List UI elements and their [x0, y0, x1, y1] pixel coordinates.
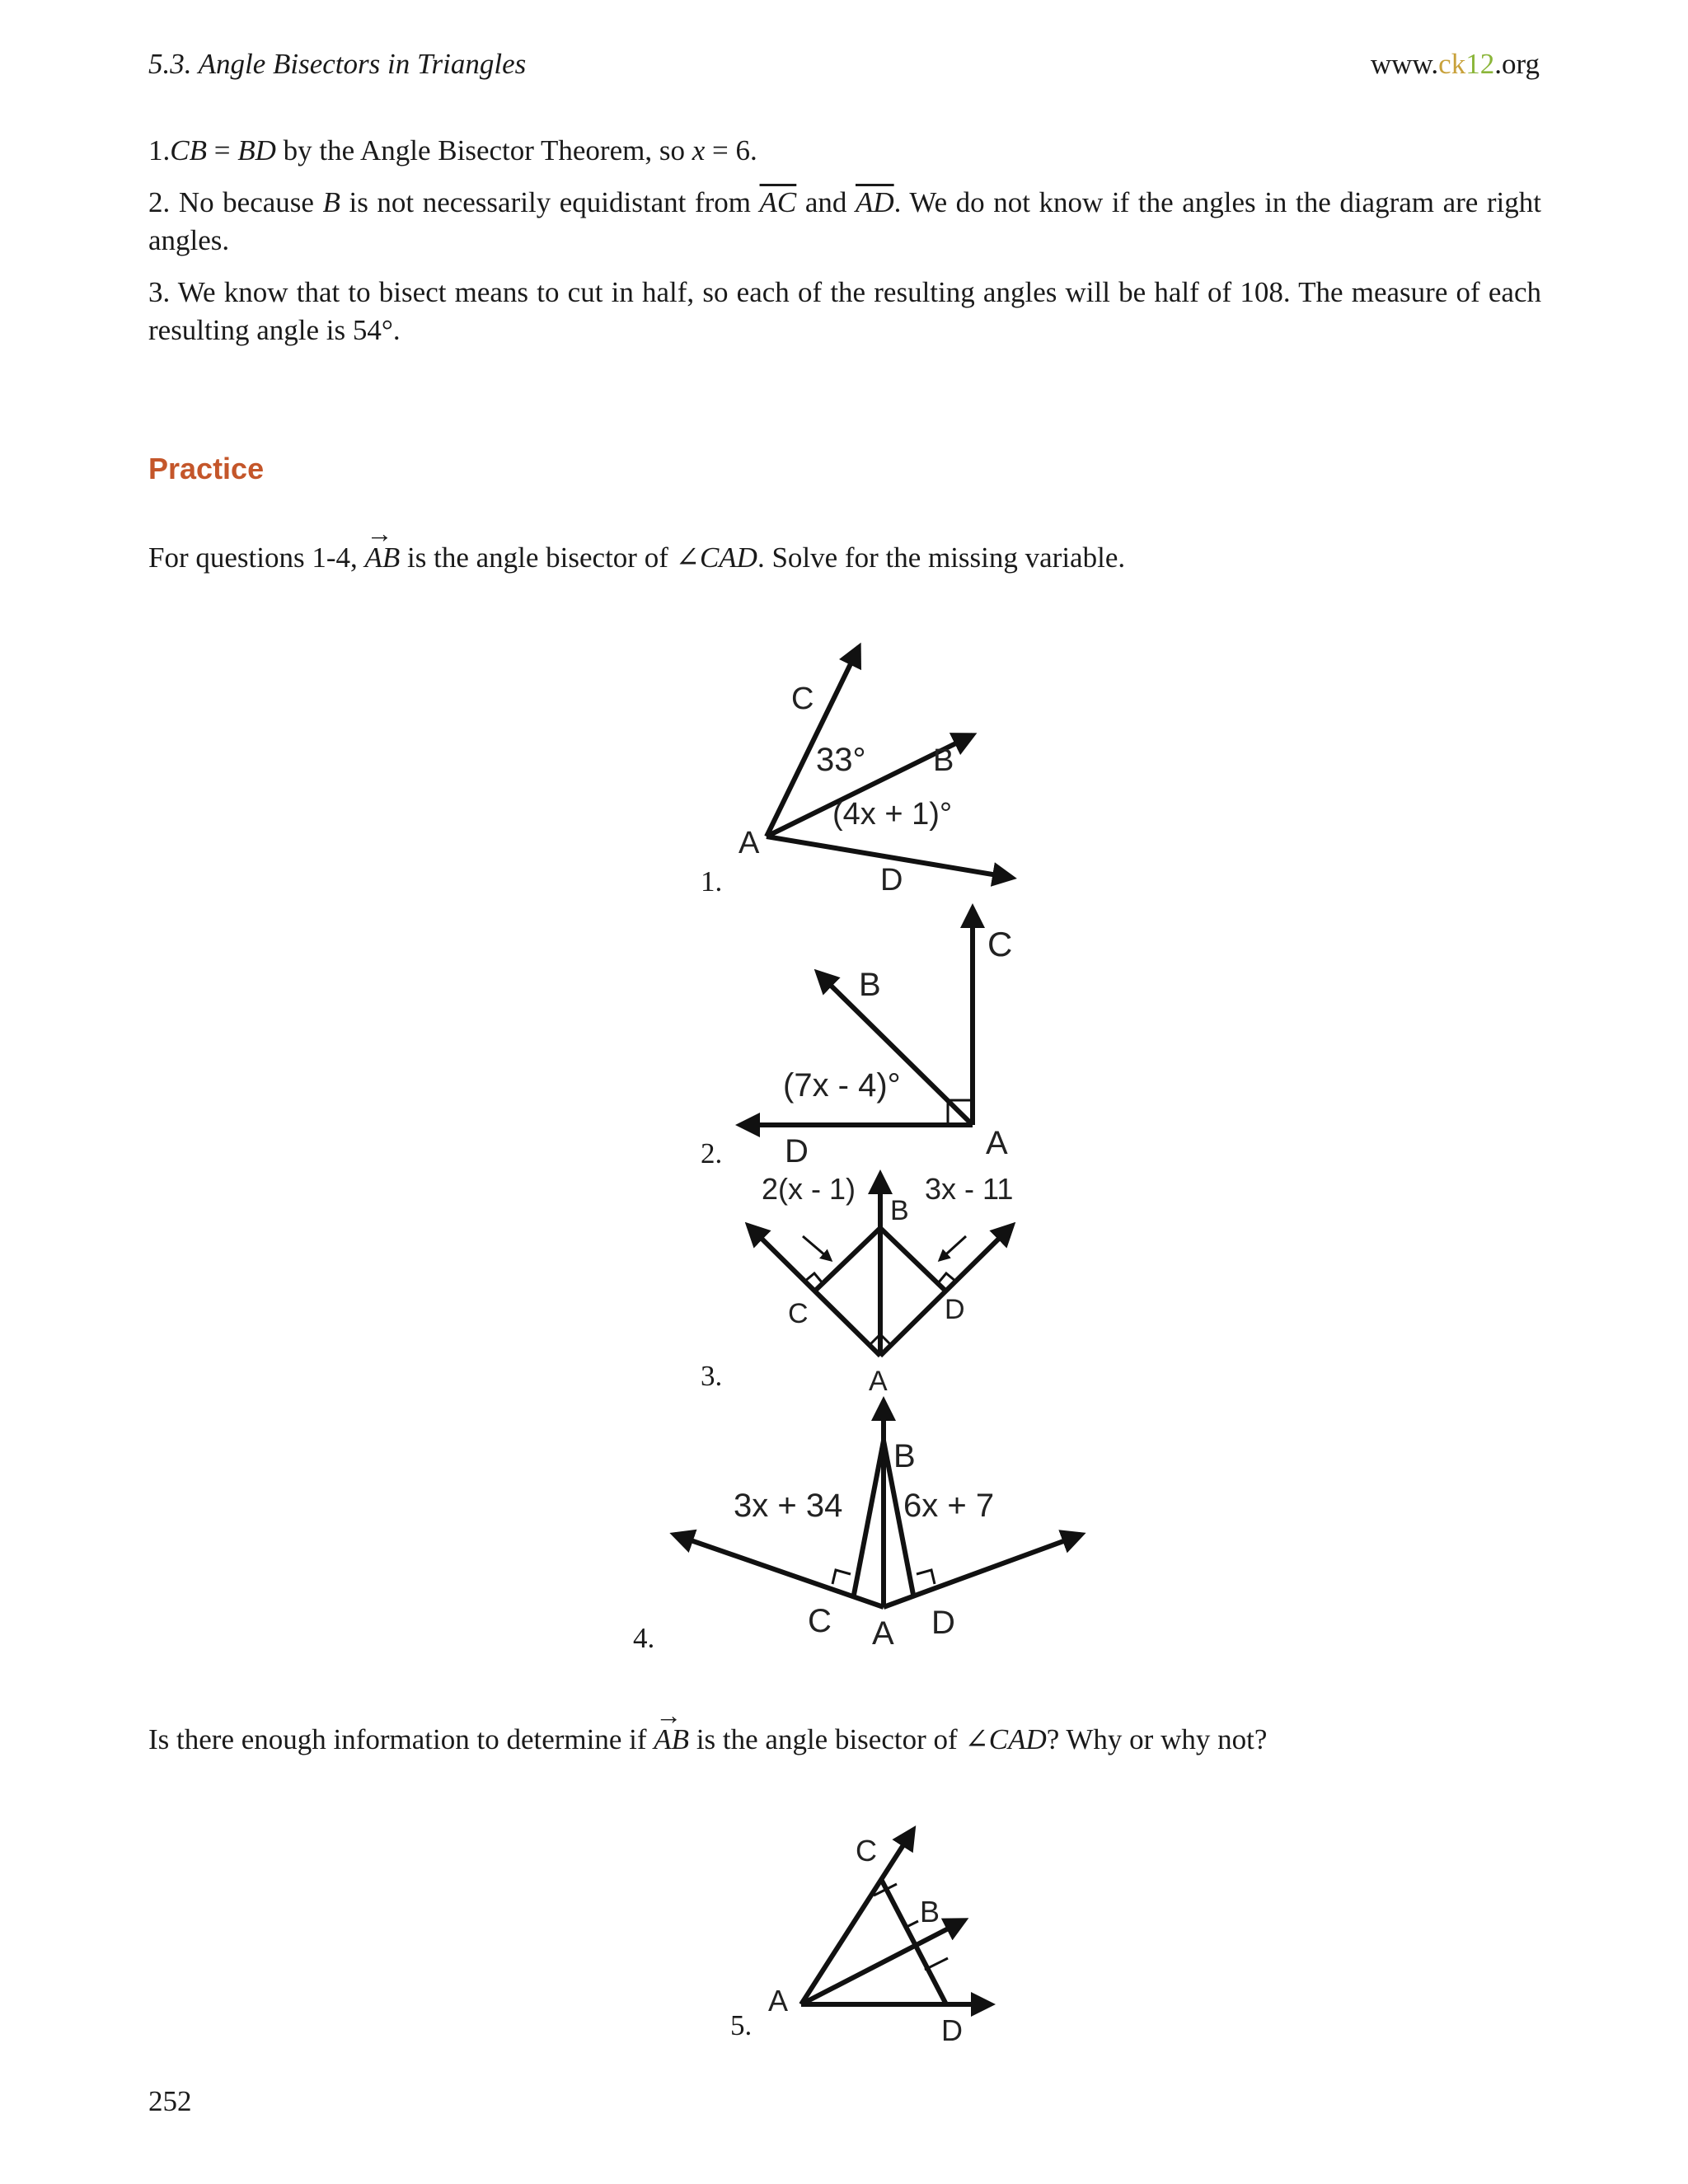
- answer-1-var: x: [692, 134, 706, 166]
- running-header-section: 5.3. Angle Bisectors in Triangles: [148, 48, 527, 80]
- intro-post: . Solve for the missing variable.: [757, 541, 1126, 574]
- fig4-label-b: B: [893, 1438, 916, 1474]
- fig3-label-right: 3x - 11: [925, 1172, 1014, 1206]
- figure-2-number: 2.: [701, 1137, 723, 1169]
- fig4-label-a: A: [872, 1615, 894, 1652]
- angle-cad: CAD: [699, 541, 757, 574]
- fig4-label-left: 3x + 34: [734, 1488, 843, 1524]
- figure-1-diagram: [676, 626, 1039, 907]
- figure-3-number: 3.: [701, 1360, 723, 1392]
- site-prefix: www.: [1370, 48, 1439, 80]
- figure-1-number: 1.: [701, 865, 723, 898]
- segment-ad: $\overline{AD}$: [855, 186, 894, 218]
- running-header-site[interactable]: [1371, 48, 1540, 81]
- answer-1-num: 1.: [148, 134, 171, 166]
- fig1-angle-expr: (4x + 1)°: [832, 797, 953, 832]
- page-number: 252: [148, 2085, 192, 2117]
- figure-5-diagram: [758, 1813, 1006, 2052]
- answer-1: [148, 132, 1541, 170]
- answer-1-lhs: CB: [170, 134, 207, 166]
- section-heading-practice: Practice: [148, 452, 265, 485]
- answer-1-eq: =: [206, 134, 238, 166]
- answer-2-post: . We do not know if the angles in the diagram are right angles.: [148, 186, 1541, 256]
- fig5-label-a: A: [768, 1984, 789, 2018]
- fig2-label-d: D: [785, 1133, 809, 1169]
- figure-5-number: 5.: [730, 2009, 753, 2041]
- answer-3: 3. We know that to bisect means to cut in half, so each of the resulting angles will be half of 108. The measure of each resulting angle is 54°.: [148, 276, 1541, 346]
- fig3-label-left: 2(x - 1): [762, 1172, 856, 1206]
- figure-3-diagram: [734, 1166, 1030, 1405]
- fig3-label-c: C: [788, 1298, 809, 1329]
- fig4-label-d: D: [931, 1605, 955, 1641]
- segment-ac: $\overline{AC}$: [759, 186, 797, 218]
- fig2-angle-expr: (7x - 4)°: [783, 1067, 901, 1104]
- intro-pre: For questions 1-4,: [148, 541, 365, 574]
- figure-4-number: 4.: [633, 1622, 655, 1654]
- fig5-label-b: B: [920, 1895, 940, 1929]
- fig5-label-d: D: [941, 2013, 963, 2047]
- intro-mid: is the angle bisector of ∠: [400, 541, 700, 574]
- q5-pre: Is there enough information to determine if: [148, 1723, 654, 1755]
- answer-2-and: and: [796, 186, 856, 218]
- answer-1-rhs: BD: [237, 134, 276, 166]
- answer-2-mid: is not necessarily equidistant from: [340, 186, 760, 218]
- fig3-label-b: B: [890, 1195, 909, 1226]
- fig4-label-right: 6x + 7: [903, 1488, 995, 1524]
- site-ck: ck: [1438, 48, 1466, 80]
- figure-4-diagram: [659, 1393, 1104, 1657]
- fig2-label-a: A: [986, 1125, 1008, 1161]
- answer-1-mid: by the Angle Bisector Theorem, so: [275, 134, 692, 166]
- site-suffix: .org: [1494, 48, 1540, 80]
- q5-mid: is the angle bisector of ∠: [689, 1723, 989, 1755]
- fig1-label-c: C: [791, 682, 814, 716]
- fig3-label-d: D: [945, 1294, 965, 1325]
- practice-intro: [148, 539, 1541, 577]
- fig4-label-c: C: [808, 1603, 832, 1639]
- answer-2: [148, 184, 1541, 260]
- answer-2-pre: 2. No because: [148, 186, 323, 218]
- figure-2-diagram: [709, 890, 1039, 1170]
- answer-1-val: = 6.: [705, 134, 757, 166]
- fig1-label-d: D: [880, 863, 903, 898]
- fig1-angle-33: 33°: [816, 742, 866, 778]
- q5-post: ? Why or why not?: [1046, 1723, 1268, 1755]
- fig1-label-a: A: [738, 826, 760, 860]
- fig1-label-b: B: [933, 743, 954, 778]
- fig2-label-c: C: [987, 925, 1013, 963]
- answer-2-b: B: [322, 186, 340, 218]
- ray-ab: → AB: [365, 539, 401, 577]
- question-5-text: [148, 1721, 1541, 1759]
- q5-ray-ab: → AB: [654, 1721, 689, 1759]
- fig5-label-c: C: [856, 1834, 877, 1868]
- fig3-label-a: A: [869, 1366, 888, 1397]
- fig2-label-b: B: [859, 967, 881, 1003]
- q5-angle-cad: CAD: [988, 1723, 1047, 1755]
- site-12: 12: [1465, 48, 1495, 80]
